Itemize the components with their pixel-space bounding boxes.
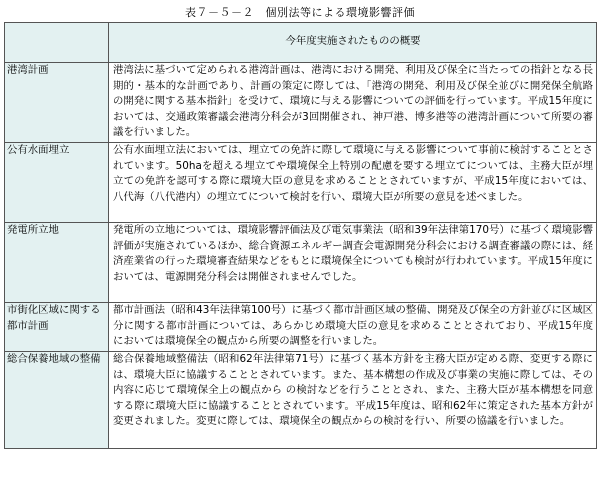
table-caption: 表７－５－２ 個別法等による環境影響評価: [185, 6, 415, 19]
table-row: [5, 352, 597, 449]
row-summary: 港湾法に基づいて定められる港湾計画は、港湾における開発、利用及び保全に当たっての指針となる長期的・基本的な計画であり、計画の策定に際しては、「港湾の開発、利用及び保全並びに開発保全航路の開発に関する基本指針」を受けて、環境に与える影響についての評価を行っています。平成15年度においては、交通政策審議会港湾分科会が3回開催され、神戸港、博多港等の港湾計画について所要の審議を行いました。: [109, 63, 597, 143]
row-summary: 都市計画法（昭和43年法律第100号）に基づく都市計画区域の整備、開発及び保全の方針並びに区域区分に関する都市計画については、あらかじめ環境大臣の意見を求めることとされており、平成15年度においては環境保全の観点から所要の調整を行いました。: [109, 303, 597, 352]
header-row: [5, 23, 597, 63]
row-summary: 公有水面埋立法においては、埋立ての免許に際して環境に与える影響について事前に検討することとされています。50haを超える埋立てや環境保全上特別の配慮を要する埋立てについては、主務大臣が埋立ての免許を認可する際に環境大臣の意見を求めることとされていますが、平成15年度においては、八代海（八代港内）の埋立てについて検討を行い、環境大臣が所要の意見を述べました。: [109, 143, 597, 223]
table-row: [5, 303, 597, 352]
row-category: 発電所立地: [5, 223, 109, 303]
table-row: [5, 63, 597, 143]
header-summary-cell: 今年度実施されたものの概要: [109, 23, 597, 63]
row-category: 港湾計画: [5, 63, 109, 143]
table-row: [5, 223, 597, 303]
row-category: 市街化区域に関する都市計画: [5, 303, 109, 352]
row-summary: 総合保養地域整備法（昭和62年法律第71号）に基づく基本方針を主務大臣が定める際、変更する際には、環境大臣に協議することとされています。また、基本構想の作成及び事業の実施に際しては、その内容に応じて環境保全上の観点から の検討などを行うこととされ、また、主務大臣が基本構想を同意する際に環境大臣に協議することとされています。平成15年度は、昭和62年に策定された基本方針が変更されました。変更に際しては、環境保全の観点からの検討を行い、所要の協議を行いました。: [109, 352, 597, 449]
row-summary: 発電所の立地については、環境影響評価法及び電気事業法（昭和39年法律第170号）に基づく環境影響評価が実施されているほか、総合資源エネルギー調査会電源開発分科会における調査審議の際には、経済産業省の行った環境審査結果などをもとに環境保全についても検討が行われています。平成15年度においては、電源開発分科会は開催されませんでした。: [109, 223, 597, 303]
table-row: [5, 143, 597, 223]
eia-table: [4, 22, 597, 449]
header-blank-cell: [5, 23, 109, 63]
row-category: 総合保養地域の整備: [5, 352, 109, 449]
row-category: 公有水面埋立: [5, 143, 109, 223]
